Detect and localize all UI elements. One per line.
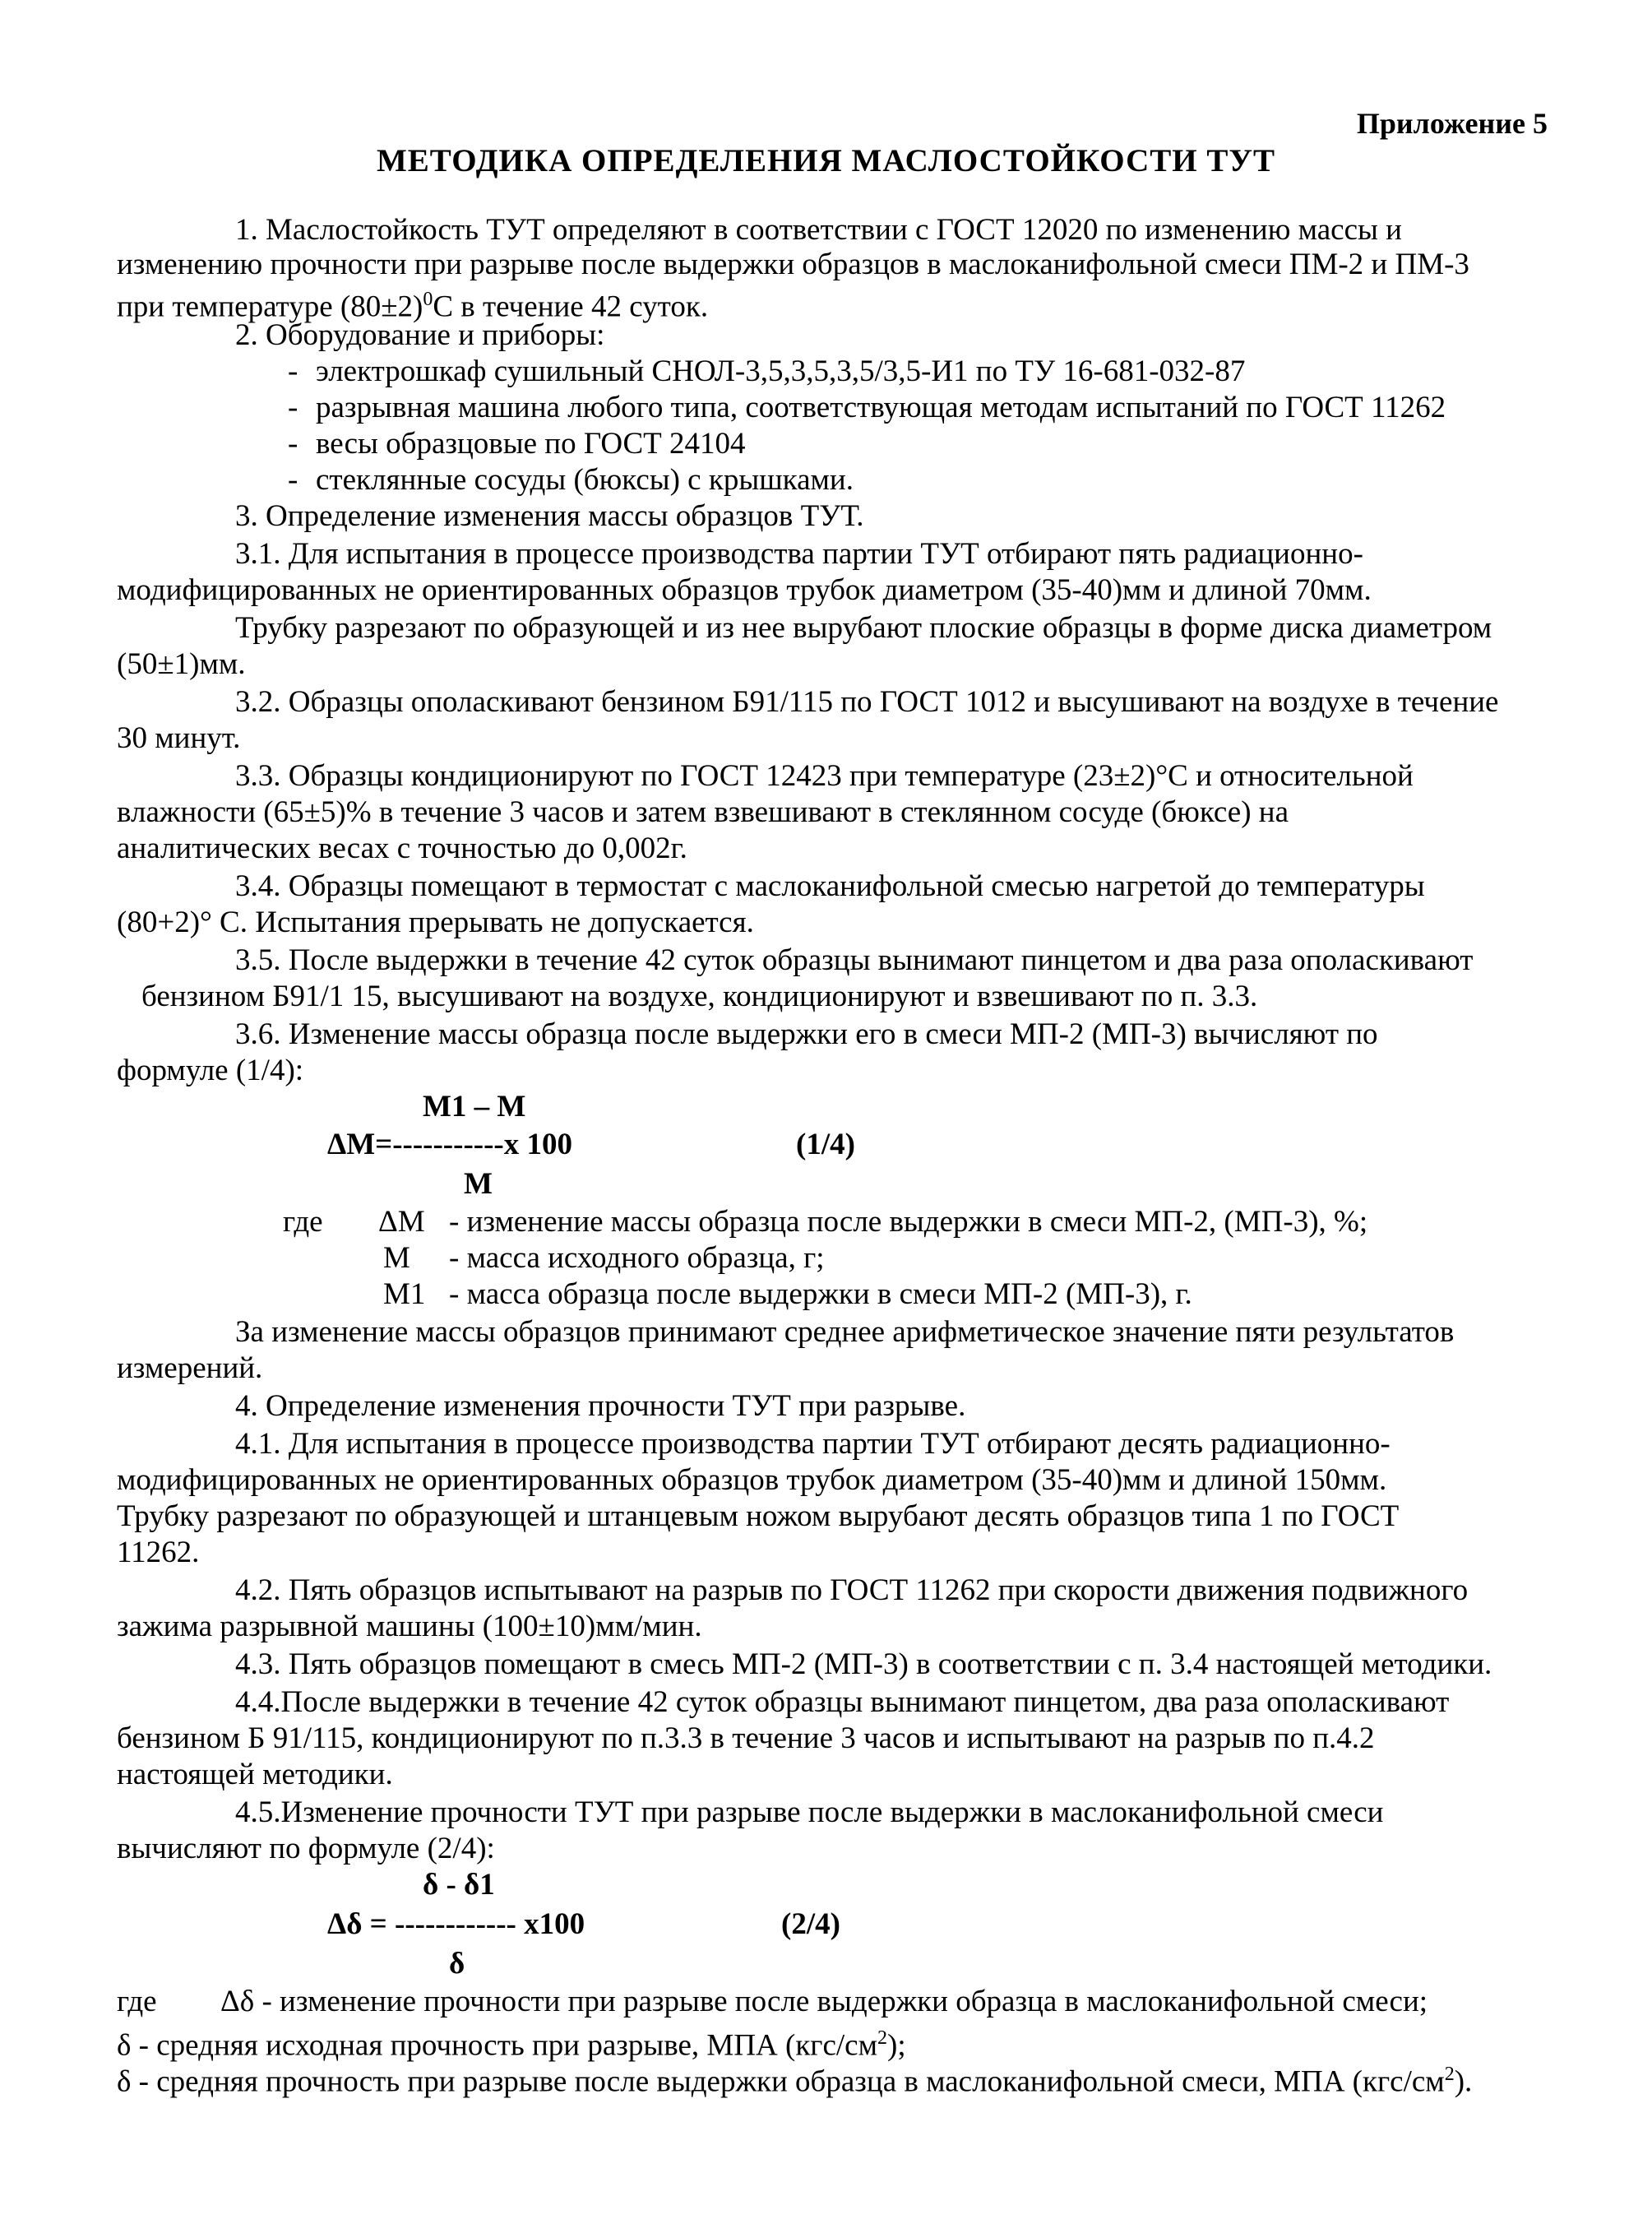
document-title: МЕТОДИКА ОПРЕДЕЛЕНИЯ МАСЛОСТОЙКОСТИ ТУТ <box>376 143 1276 178</box>
formula-2-numerator: δ - δ1 <box>423 1868 495 1902</box>
clause-3-4-line-1: 3.4. Образцы помещают в термостат с маслоканифольной смесью нагретой до температуры <box>235 869 1425 903</box>
averaging-line-2: измерений. <box>117 1351 263 1385</box>
section-3-heading: 3. Определение изменения массы образцов ТУТ. <box>235 499 864 533</box>
clause-4-5-line-1: 4.5.Изменение прочности ТУТ при разрыве после выдержки в маслоканифольной смеси <box>235 1795 1384 1829</box>
clause-4-1-line-4: 11262. <box>117 1536 200 1569</box>
clause-3-3-line-1: 3.3. Образцы кондиционируют по ГОСТ 12423 при температуре (23±2)°С и относительной <box>235 759 1414 793</box>
section-4-heading: 4. Определение изменения прочности ТУТ при разрыве. <box>235 1389 966 1423</box>
clause-3-5-line-1: 3.5. После выдержки в течение 42 суток образцы вынимают пинцетом и два раза ополаскивают <box>235 943 1474 977</box>
clause-4-2-line-2: зажима разрывной машины (100±10)мм/мин. <box>117 1610 702 1643</box>
clause-3-1-line-1: 3.1. Для испытания в процессе производства партии ТУТ отбирают пять радиационно- <box>235 537 1363 571</box>
formula-2-number: (2/4) <box>781 1907 840 1941</box>
where-description: - масса образца после выдержки в смеси МП-2 (МП-3), г. <box>449 1277 1192 1311</box>
paragraph-1-line-1: 1. Маслостойкость ТУТ определяют в соответствии с ГОСТ 12020 по изменению массы и <box>235 213 1402 247</box>
where-label: где <box>283 1205 323 1239</box>
clause-4-1-line-1: 4.1. Для испытания в процессе производства партии ТУТ отбирают десять радиационно- <box>235 1427 1391 1461</box>
clause-3-1-line-2: модифицированных не ориентированных образцов трубок диаметром (35-40)мм и длиной 70мм. <box>117 573 1372 607</box>
formula-2-denominator: δ <box>449 1947 465 1981</box>
clause-4-1-line-2: модифицированных не ориентированных образцов трубок диаметром (35-40)мм и длиной 150мм. <box>117 1463 1387 1497</box>
clause-3-3-line-3: аналитических весах с точностью до 0,002г. <box>117 832 687 865</box>
averaging-line-1: За изменение массы образцов принимают среднее арифметическое значение пяти результатов <box>235 1315 1455 1349</box>
clause-3-2-line-2: 30 минут. <box>117 721 241 755</box>
clause-3-2-line-1: 3.2. Образцы ополаскивают бензином Б91/115 по ГОСТ 1012 и высушивают на воздухе в течение <box>235 685 1499 719</box>
clause-4-1-line-3: Трубку разрезают по образующей и штанцевым ножом вырубают десять образцов типа 1 по ГОСТ <box>117 1499 1400 1533</box>
clause-4-5-line-2: вычисляют по формуле (2/4): <box>117 1832 495 1865</box>
clause-4-4-line-1: 4.4.После выдержки в течение 42 суток образцы вынимают пинцетом, два раза ополаскивают <box>235 1685 1450 1719</box>
clause-3-1-line-4: (50±1)мм. <box>117 647 246 681</box>
clause-3-5-line-2: бензином Б91/1 15, высушивают на воздухе, кондиционируют и взвешивают по п. 3.3. <box>141 980 1258 1013</box>
equipment-item: - электрошкаф сушильный СНОЛ-3,5,3,5,3,5/3,5-И1 по ТУ 16-681-032-87 <box>288 354 1246 388</box>
formula-1-body: ΔМ=-----------х 100 <box>327 1128 572 1161</box>
paragraph-1-line-2: изменению прочности при разрыве после выдержки образцов в маслоканифольной смеси ПМ-2 и ПМ-3 <box>117 248 1469 281</box>
clause-3-6-line-1: 3.6. Изменение массы образца после выдержки его в смеси МП-2 (МП-3) вычисляют по <box>235 1017 1378 1051</box>
paragraph-1-line-3: при температуре $(80\pm 2)^0С$ в течение 42 суток. <box>117 289 709 324</box>
equipment-item: - стеклянные сосуды (бюксы) с крышками. <box>288 463 854 497</box>
clause-3-3-line-2: влажности (65±5)% в течение 3 часов и затем взвешивают в стеклянном сосуде (бюксе) на <box>117 795 1289 829</box>
where-description: δ - средняя прочность при разрыве после выдержки образца в маслоканифольной смеси, МПА $(кгс/см^2)$. <box>117 2064 1473 2099</box>
clause-4-3-line-1: 4.3. Пять образцов помещают в смесь МП-2 (МП-3) в соответствии с п. 3.4 настоящей методики. <box>235 1647 1492 1681</box>
clause-3-6-line-2: формуле (1/4): <box>117 1054 304 1087</box>
appendix-label: Приложение 5 <box>1356 107 1548 140</box>
where-description: - изменение массы образца после выдержки в смеси МП-2, (МП-3), %; <box>449 1205 1368 1239</box>
where-description: δ - средняя исходная прочность при разрыве, МПА $(кгс/см^2)$; <box>117 2027 906 2063</box>
clause-4-2-line-1: 4.2. Пять образцов испытывают на разрыв по ГОСТ 11262 при скорости движения подвижного <box>235 1573 1469 1607</box>
section-2-heading: 2. Оборудование и приборы: <box>235 318 605 352</box>
formula-2-body: Δδ = ------------ х100 <box>327 1907 585 1941</box>
formula-1-denominator: М <box>464 1167 493 1201</box>
where-symbol: М1 <box>383 1277 426 1311</box>
equipment-item: - разрывная машина любого типа, соответствующая методам испытаний по ГОСТ 11262 <box>288 391 1446 424</box>
clause-4-4-line-3: настоящей методики. <box>117 1758 393 1791</box>
where-symbol: ΔМ <box>378 1205 425 1239</box>
formula-1-numerator: М1 – М <box>423 1090 526 1123</box>
formula-1-number: (1/4) <box>796 1128 855 1161</box>
clause-3-1-line-3: Трубку разрезают по образующей и из нее вырубают плоские образцы в форме диска диаметром <box>235 611 1492 645</box>
where-label: где <box>117 1985 157 2018</box>
clause-3-4-line-2: (80+2)° С. Испытания прерывать не допускается. <box>117 906 754 939</box>
equipment-item: - весы образцовые по ГОСТ 24104 <box>288 427 746 461</box>
where-symbol: М <box>383 1241 410 1275</box>
clause-4-4-line-2: бензином Б 91/115, кондиционируют по п.3.3 в течение 3 часов и испытывают на разрыв по п.4.2 <box>117 1721 1375 1755</box>
where-description: Δδ - изменение прочности при разрыве после выдержки образца в маслоканифольной смеси; <box>220 1985 1428 2018</box>
where-description: - масса исходного образца, г; <box>449 1241 825 1275</box>
